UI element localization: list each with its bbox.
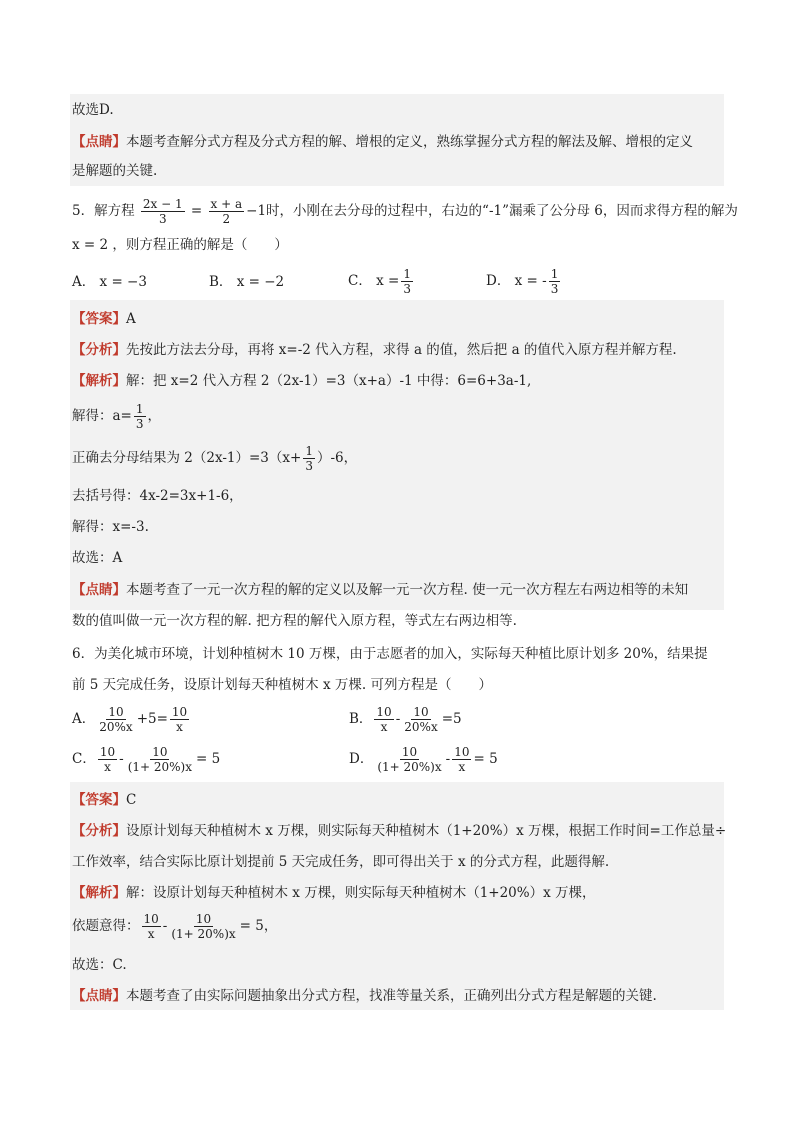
q5-option-d: D． x = - $\frac{1}{3}$ xyxy=(486,267,559,296)
q6-solution-line2: 依题意得： $\frac{10}{x}$ - $\frac{10}{(1+ 20\%)x}$ = 5， xyxy=(72,912,278,941)
prev-point-line1: 【点睛】本题考查解分式方程及分式方程的解、增根的定义，熟练掌握分式方程的解法及解、增根的定义 xyxy=(72,134,693,150)
q6-option-b: B． $\frac{10}{x}$ - $\frac{10}{20\%x}$ =5 xyxy=(349,705,462,734)
prev-point-line2: 是解题的关键. xyxy=(72,163,158,179)
q5-stem-line2: x = 2 ，则方程正确的解是（ ） xyxy=(72,237,288,253)
q6-solution-line1: 【解析】解：设原计划每天种植树木 x 万棵，则实际每天种植树木（1+20%）x 万棵， xyxy=(72,885,596,901)
q6-solution-line3: 故选：C. xyxy=(72,957,127,973)
q6-option-d: D． $\frac{10}{(1+ 20\%)x}$ - $\frac{10}{x}$ = 5 xyxy=(349,745,498,774)
q5-solution-line5: 解得：x=-3. xyxy=(72,519,149,535)
q5-fraction-left: $\frac{2x - 1}{3}$ xyxy=(142,197,183,226)
q5-option-a: A． x = −3 xyxy=(72,274,147,290)
q6-option-a: A． $\frac{10}{20\%x}$ +5= $\frac{10}{x}$ xyxy=(72,705,188,734)
q5-answer: 【答案】A xyxy=(72,311,136,327)
q5-fraction-right: $\frac{x + a}{2}$ xyxy=(210,197,243,226)
q5-stem-line1: 5．解方程 $\frac{2x - 1}{3}$ = $\frac{x + a}{2}$ −1时，小刚在去分母的过程中，右边的“-1”漏乘了公分母 6，因而求得方程的解为 xyxy=(72,197,738,226)
q6-option-c: C． $\frac{10}{x}$ - $\frac{10}{(1+ 20\%)x}$ = 5 xyxy=(72,745,221,774)
q5-solution-line2: 解得：a= $\frac{1}{3}$ ， xyxy=(72,402,162,431)
q6-point: 【点睛】本题考查了由实际问题抽象出分式方程，找准等量关系，正确列出分式方程是解题的关键. xyxy=(72,988,657,1004)
prev-choose: 故选D. xyxy=(72,102,114,118)
q6-stem-line1: 6．为美化城市环境，计划种植树木 10 万棵，由于志愿者的加入，实际每天种植比原计划多 20%，结果提 xyxy=(72,646,708,662)
q5-solution-line3: 正确去分母结果为 2（2x-1）=3（x+ $\frac{1}{3}$ ）-6， xyxy=(72,444,358,473)
q5-solution-line1: 【解析】解：把 x=2 代入方程 2（2x-1）=3（x+a）-1 中得：6=6+3a-1, xyxy=(72,373,532,389)
q6-answer: 【答案】C xyxy=(72,792,137,808)
q5-analysis: 【分析】先按此方法去分母，再将 x=-2 代入方程，求得 a 的值，然后把 a 的值代入原方程并解方程. xyxy=(72,342,677,358)
q5-solution-line6: 故选：A xyxy=(72,550,123,566)
q5-point-line1: 【点睛】本题考查了一元一次方程的解的定义以及解一元一次方程. 使一元一次方程左右两边相等的未知 xyxy=(72,582,689,598)
q6-analysis-line1: 【分析】设原计划每天种植树木 x 万棵，则实际每天种植树木（1+20%）x 万棵，根据工作时间=工作总量÷ xyxy=(72,823,727,839)
q5-solution-line4: 去括号得：4x-2=3x+1-6， xyxy=(72,488,243,504)
q5-option-b: B． x = −2 xyxy=(209,274,285,290)
q5-option-c: C． x = $\frac{1}{3}$ xyxy=(348,267,411,296)
q6-analysis-line2: 工作效率，结合实际比原计划提前 5 天完成任务，即可得出关于 x 的分式方程，此题得解. xyxy=(72,854,610,870)
q6-stem-line2: 前 5 天完成任务，设原计划每天种植树木 x 万棵. 可列方程是（ ） xyxy=(72,677,492,693)
q5-point-line2: 数的值叫做一元一次方程的解. 把方程的解代入原方程，等式左右两边相等. xyxy=(72,613,517,629)
